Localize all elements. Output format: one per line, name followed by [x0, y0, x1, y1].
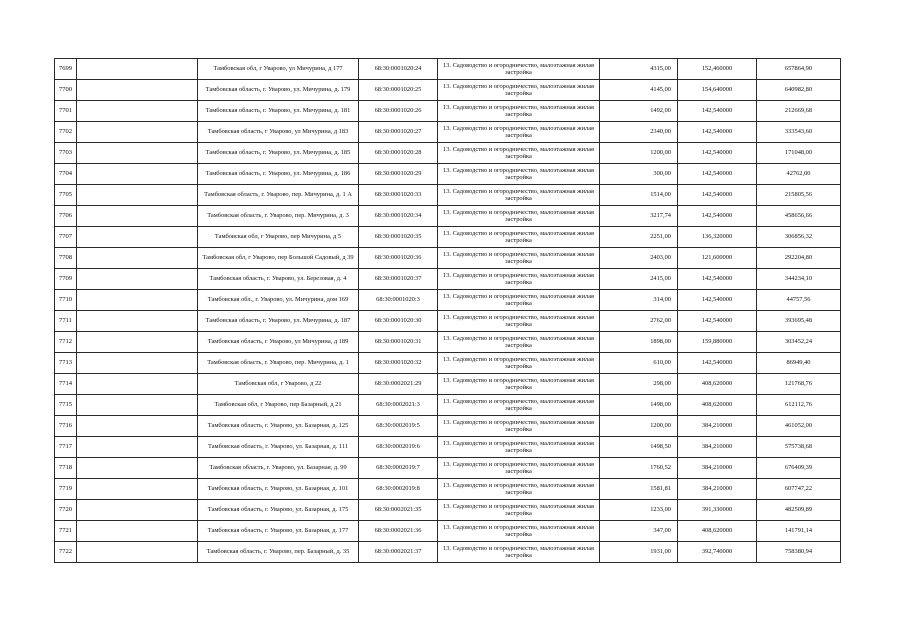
address-cell: Тамбовская область, г. Уварово, ул. Базарная, д. 99 — [198, 458, 359, 479]
cadastral-number-cell: 68:30:0001020:32 — [359, 353, 438, 374]
table-row — [55, 332, 841, 353]
area-cell: 4145,00 — [600, 80, 678, 101]
table-row — [55, 206, 841, 227]
table-row — [55, 542, 841, 563]
row-number-cell: 7717 — [55, 437, 77, 458]
area-cell: 1200,00 — [600, 416, 678, 437]
table-row — [55, 395, 841, 416]
empty-cell — [77, 80, 198, 101]
area-cell: 1200,00 — [600, 143, 678, 164]
cadastral-value-cell: 86949,40 — [757, 353, 841, 374]
cadastral-number-cell: 68:30:0001020:3 — [359, 290, 438, 311]
table-row — [55, 59, 841, 80]
specific-value-cell: 152,460000 — [678, 59, 757, 80]
area-cell: 1498,50 — [600, 437, 678, 458]
row-number-cell: 7716 — [55, 416, 77, 437]
empty-cell — [77, 332, 198, 353]
address-cell: Тамбовская область, г. Уварово, ул. Мичурина, д. 186 — [198, 164, 359, 185]
land-use-cell: 13. Садоводство и огородничество, малоэтажная жилая застройка — [438, 311, 600, 332]
specific-value-cell: 384,210000 — [678, 479, 757, 500]
table-row — [55, 479, 841, 500]
row-number-cell: 7718 — [55, 458, 77, 479]
cadastral-number-cell: 68:30:0001020:25 — [359, 80, 438, 101]
empty-cell — [77, 206, 198, 227]
cadastral-value-cell: 640982,80 — [757, 80, 841, 101]
cadastral-value-cell: 42762,00 — [757, 164, 841, 185]
area-cell: 300,00 — [600, 164, 678, 185]
area-cell: 1898,00 — [600, 332, 678, 353]
cadastral-number-cell: 68:30:0002021:36 — [359, 521, 438, 542]
specific-value-cell: 142,540000 — [678, 101, 757, 122]
cadastral-number-cell: 68:30:0001020:24 — [359, 59, 438, 80]
specific-value-cell: 392,740000 — [678, 542, 757, 563]
cadastral-number-cell: 68:30:0002021:3 — [359, 395, 438, 416]
table-row — [55, 416, 841, 437]
cadastral-number-cell: 68:30:0002021:37 — [359, 542, 438, 563]
cadastral-value-cell: 171048,00 — [757, 143, 841, 164]
address-cell: Тамбовская область, г. Уварово, пер. Мичурина, д. 1 А — [198, 185, 359, 206]
land-use-cell: 13. Садоводство и огородничество, малоэтажная жилая застройка — [438, 500, 600, 521]
cadastral-value-cell: 303452,24 — [757, 332, 841, 353]
cadastral-number-cell: 68:30:0002019:6 — [359, 437, 438, 458]
cadastral-number-cell: 68:30:0001020:33 — [359, 185, 438, 206]
empty-cell — [77, 437, 198, 458]
row-number-cell: 7701 — [55, 101, 77, 122]
empty-cell — [77, 185, 198, 206]
table-row — [55, 311, 841, 332]
address-cell: Тамбовская обл, г Уварово, пер Базарный, д 21 — [198, 395, 359, 416]
specific-value-cell: 142,540000 — [678, 311, 757, 332]
cadastral-value-cell: 458656,66 — [757, 206, 841, 227]
address-cell: Тамбовская область, г. Уварово, ул. Мичурина, д. 187 — [198, 311, 359, 332]
specific-value-cell: 159,880000 — [678, 332, 757, 353]
empty-cell — [77, 164, 198, 185]
empty-cell — [77, 479, 198, 500]
land-use-cell: 13. Садоводство и огородничество, малоэтажная жилая застройка — [438, 416, 600, 437]
area-cell: 610,00 — [600, 353, 678, 374]
table-row — [55, 290, 841, 311]
cadastral-value-cell: 758380,94 — [757, 542, 841, 563]
row-number-cell: 7722 — [55, 542, 77, 563]
cadastral-value-cell: 575738,68 — [757, 437, 841, 458]
land-use-cell: 13. Садоводство и огородничество, малоэтажная жилая застройка — [438, 206, 600, 227]
address-cell: Тамбовская область, г. Уварово, ул. Базарная, д. 175 — [198, 500, 359, 521]
area-cell: 1760,52 — [600, 458, 678, 479]
empty-cell — [77, 542, 198, 563]
empty-cell — [77, 143, 198, 164]
table-row — [55, 164, 841, 185]
empty-cell — [77, 101, 198, 122]
land-use-cell: 13. Садоводство и огородничество, малоэтажная жилая застройка — [438, 248, 600, 269]
area-cell: 1514,00 — [600, 185, 678, 206]
area-cell: 2403,00 — [600, 248, 678, 269]
area-cell: 347,00 — [600, 521, 678, 542]
land-use-cell: 13. Садоводство и огородничество, малоэтажная жилая застройка — [438, 458, 600, 479]
empty-cell — [77, 416, 198, 437]
row-number-cell: 7720 — [55, 500, 77, 521]
table-row — [55, 374, 841, 395]
cadastral-value-cell: 141791,14 — [757, 521, 841, 542]
cadastral-value-cell: 612112,76 — [757, 395, 841, 416]
empty-cell — [77, 227, 198, 248]
cadastral-number-cell: 68:30:0001020:26 — [359, 101, 438, 122]
table-row — [55, 500, 841, 521]
land-use-cell: 13. Садоводство и огородничество, малоэтажная жилая застройка — [438, 521, 600, 542]
area-cell: 1233,00 — [600, 500, 678, 521]
empty-cell — [77, 395, 198, 416]
land-use-cell: 13. Садоводство и огородничество, малоэтажная жилая застройка — [438, 101, 600, 122]
land-use-cell: 13. Садоводство и огородничество, малоэтажная жилая застройка — [438, 80, 600, 101]
row-number-cell: 7721 — [55, 521, 77, 542]
cadastral-value-cell: 333543,60 — [757, 122, 841, 143]
address-cell: Тамбовская область, г. Уварово, ул. Мичурина, д. 179 — [198, 80, 359, 101]
specific-value-cell: 142,540000 — [678, 143, 757, 164]
empty-cell — [77, 248, 198, 269]
specific-value-cell: 142,540000 — [678, 353, 757, 374]
cadastral-number-cell: 68:30:0001020:35 — [359, 227, 438, 248]
address-cell: Тамбовская область, г. Уварово, пер. Базарный, д. 35 — [198, 542, 359, 563]
cadastral-value-cell: 121768,76 — [757, 374, 841, 395]
table-row — [55, 458, 841, 479]
cadastral-value-cell: 292204,80 — [757, 248, 841, 269]
address-cell: Тамбовская область, г. Уварово, ул. Базарная, д. 111 — [198, 437, 359, 458]
cadastral-value-cell: 306856,32 — [757, 227, 841, 248]
area-cell: 2340,00 — [600, 122, 678, 143]
cadastral-number-cell: 68:30:0002021:35 — [359, 500, 438, 521]
cadastral-value-cell: 393695,48 — [757, 311, 841, 332]
cadastral-value-cell: 657864,90 — [757, 59, 841, 80]
area-cell: 3217,74 — [600, 206, 678, 227]
cadastral-value-cell: 344234,10 — [757, 269, 841, 290]
cadastral-value-cell: 461052,00 — [757, 416, 841, 437]
address-cell: Тамбовская область, г. Уварово, ул. Базарная, д. 125 — [198, 416, 359, 437]
empty-cell — [77, 458, 198, 479]
specific-value-cell: 384,210000 — [678, 416, 757, 437]
specific-value-cell: 142,540000 — [678, 122, 757, 143]
land-use-cell: 13. Садоводство и огородничество, малоэтажная жилая застройка — [438, 59, 600, 80]
row-number-cell: 7711 — [55, 311, 77, 332]
land-use-cell: 13. Садоводство и огородничество, малоэтажная жилая застройка — [438, 290, 600, 311]
land-use-cell: 13. Садоводство и огородничество, малоэтажная жилая застройка — [438, 164, 600, 185]
land-use-cell: 13. Садоводство и огородничество, малоэтажная жилая застройка — [438, 332, 600, 353]
cadastral-number-cell: 68:30:0001020:34 — [359, 206, 438, 227]
empty-cell — [77, 353, 198, 374]
empty-cell — [77, 122, 198, 143]
area-cell: 1581,81 — [600, 479, 678, 500]
land-use-cell: 13. Садоводство и огородничество, малоэтажная жилая застройка — [438, 269, 600, 290]
table-row — [55, 227, 841, 248]
table-row — [55, 185, 841, 206]
land-use-cell: 13. Садоводство и огородничество, малоэтажная жилая застройка — [438, 542, 600, 563]
specific-value-cell: 142,540000 — [678, 206, 757, 227]
address-cell: Тамбовская область, г. Уварово, ул. Мичурина, д. 185 — [198, 143, 359, 164]
specific-value-cell: 142,540000 — [678, 269, 757, 290]
cadastral-number-cell: 68:30:0001020:28 — [359, 143, 438, 164]
specific-value-cell: 384,210000 — [678, 458, 757, 479]
address-cell: Тамбовская обл, г Уварово, пер Большой Садовый, д 39 — [198, 248, 359, 269]
cadastral-number-cell: 68:30:0001020:36 — [359, 248, 438, 269]
area-cell: 1498,00 — [600, 395, 678, 416]
land-use-cell: 13. Садоводство и огородничество, малоэтажная жилая застройка — [438, 479, 600, 500]
cadastral-number-cell: 68:30:0002019:5 — [359, 416, 438, 437]
address-cell: Тамбовская обл., г. Уварово, ул. Мичурина, дом 169 — [198, 290, 359, 311]
cadastral-value-cell: 676409,39 — [757, 458, 841, 479]
cadastral-number-cell: 68:30:0001020:27 — [359, 122, 438, 143]
specific-value-cell: 154,640000 — [678, 80, 757, 101]
table-row — [55, 437, 841, 458]
row-number-cell: 7708 — [55, 248, 77, 269]
empty-cell — [77, 290, 198, 311]
specific-value-cell: 408,620000 — [678, 521, 757, 542]
row-number-cell: 7712 — [55, 332, 77, 353]
address-cell: Тамбовская область, г Уварово, ул Мичурина, д 189 — [198, 332, 359, 353]
land-use-cell: 13. Садоводство и огородничество, малоэтажная жилая застройка — [438, 227, 600, 248]
address-cell: Тамбовская область, г. Уварово, пер. Мичурина, д. 1 — [198, 353, 359, 374]
area-cell: 2415,00 — [600, 269, 678, 290]
address-cell: Тамбовская область, г. Уварово, ул. Базарная, д. 177 — [198, 521, 359, 542]
table-row — [55, 353, 841, 374]
specific-value-cell: 408,620000 — [678, 374, 757, 395]
cadastral-number-cell: 68:30:0001020:29 — [359, 164, 438, 185]
address-cell: Тамбовская обл, г Уварово, пер Мичурина, д 5 — [198, 227, 359, 248]
land-use-cell: 13. Садоводство и огородничество, малоэтажная жилая застройка — [438, 374, 600, 395]
cadastral-value-cell: 607747,22 — [757, 479, 841, 500]
table-row — [55, 248, 841, 269]
area-cell: 2762,00 — [600, 311, 678, 332]
table-row — [55, 101, 841, 122]
empty-cell — [77, 500, 198, 521]
cadastral-value-cell: 482509,89 — [757, 500, 841, 521]
cadastral-number-cell: 68:30:0002019:8 — [359, 479, 438, 500]
row-number-cell: 7707 — [55, 227, 77, 248]
land-use-cell: 13. Садоводство и огородничество, малоэтажная жилая застройка — [438, 122, 600, 143]
table-row — [55, 269, 841, 290]
cadastral-value-cell: 44757,56 — [757, 290, 841, 311]
empty-cell — [77, 521, 198, 542]
address-cell: Тамбовская область, г Уварово, ул Мичурина, д 183 — [198, 122, 359, 143]
address-cell: Тамбовская область, г. Уварово, ул. Березовая, д. 4 — [198, 269, 359, 290]
cadastral-value-cell: 212669,68 — [757, 101, 841, 122]
row-number-cell: 7705 — [55, 185, 77, 206]
specific-value-cell: 142,540000 — [678, 290, 757, 311]
row-number-cell: 7703 — [55, 143, 77, 164]
address-cell: Тамбовская область, г. Уварово, ул. Базарная, д. 101 — [198, 479, 359, 500]
row-number-cell: 7699 — [55, 59, 77, 80]
row-number-cell: 7700 — [55, 80, 77, 101]
row-number-cell: 7713 — [55, 353, 77, 374]
specific-value-cell: 391,330000 — [678, 500, 757, 521]
cadastral-number-cell: 68:30:0002021:29 — [359, 374, 438, 395]
cadastral-number-cell: 68:30:0002019:7 — [359, 458, 438, 479]
row-number-cell: 7715 — [55, 395, 77, 416]
cadastral-value-cell: 215805,56 — [757, 185, 841, 206]
row-number-cell: 7710 — [55, 290, 77, 311]
area-cell: 2251,00 — [600, 227, 678, 248]
area-cell: 4315,00 — [600, 59, 678, 80]
table-row — [55, 80, 841, 101]
area-cell: 314,00 — [600, 290, 678, 311]
land-use-cell: 13. Садоводство и огородничество, малоэтажная жилая застройка — [438, 143, 600, 164]
row-number-cell: 7719 — [55, 479, 77, 500]
cadastral-number-cell: 68:30:0001020:37 — [359, 269, 438, 290]
row-number-cell: 7702 — [55, 122, 77, 143]
specific-value-cell: 121,600000 — [678, 248, 757, 269]
land-use-cell: 13. Садоводство и огородничество, малоэтажная жилая застройка — [438, 185, 600, 206]
area-cell: 298,00 — [600, 374, 678, 395]
row-number-cell: 7706 — [55, 206, 77, 227]
row-number-cell: 7709 — [55, 269, 77, 290]
land-use-cell: 13. Садоводство и огородничество, малоэтажная жилая застройка — [438, 353, 600, 374]
table-row — [55, 122, 841, 143]
empty-cell — [77, 59, 198, 80]
empty-cell — [77, 311, 198, 332]
row-number-cell: 7704 — [55, 164, 77, 185]
cadastral-number-cell: 68:30:0001020:30 — [359, 311, 438, 332]
address-cell: Тамбовская обл, г Уварово, д 22 — [198, 374, 359, 395]
address-cell: Тамбовская область, г. Уварово, пер. Мичурина, д. 3 — [198, 206, 359, 227]
table-row — [55, 521, 841, 542]
land-cadastral-value-table — [54, 58, 841, 563]
land-use-cell: 13. Садоводство и огородничество, малоэтажная жилая застройка — [438, 437, 600, 458]
area-cell: 1492,00 — [600, 101, 678, 122]
specific-value-cell: 142,540000 — [678, 185, 757, 206]
specific-value-cell: 384,210000 — [678, 437, 757, 458]
specific-value-cell: 142,540000 — [678, 164, 757, 185]
address-cell: Тамбовская обл, г Уварово, ул Мичурина, д 177 — [198, 59, 359, 80]
empty-cell — [77, 374, 198, 395]
cadastral-number-cell: 68:30:0001020:31 — [359, 332, 438, 353]
specific-value-cell: 136,320000 — [678, 227, 757, 248]
table-body — [55, 59, 841, 563]
empty-cell — [77, 269, 198, 290]
address-cell: Тамбовская область, г. Уварово, ул. Мичурина, д. 181 — [198, 101, 359, 122]
area-cell: 1931,00 — [600, 542, 678, 563]
row-number-cell: 7714 — [55, 374, 77, 395]
land-use-cell: 13. Садоводство и огородничество, малоэтажная жилая застройка — [438, 395, 600, 416]
specific-value-cell: 408,620000 — [678, 395, 757, 416]
table-row — [55, 143, 841, 164]
